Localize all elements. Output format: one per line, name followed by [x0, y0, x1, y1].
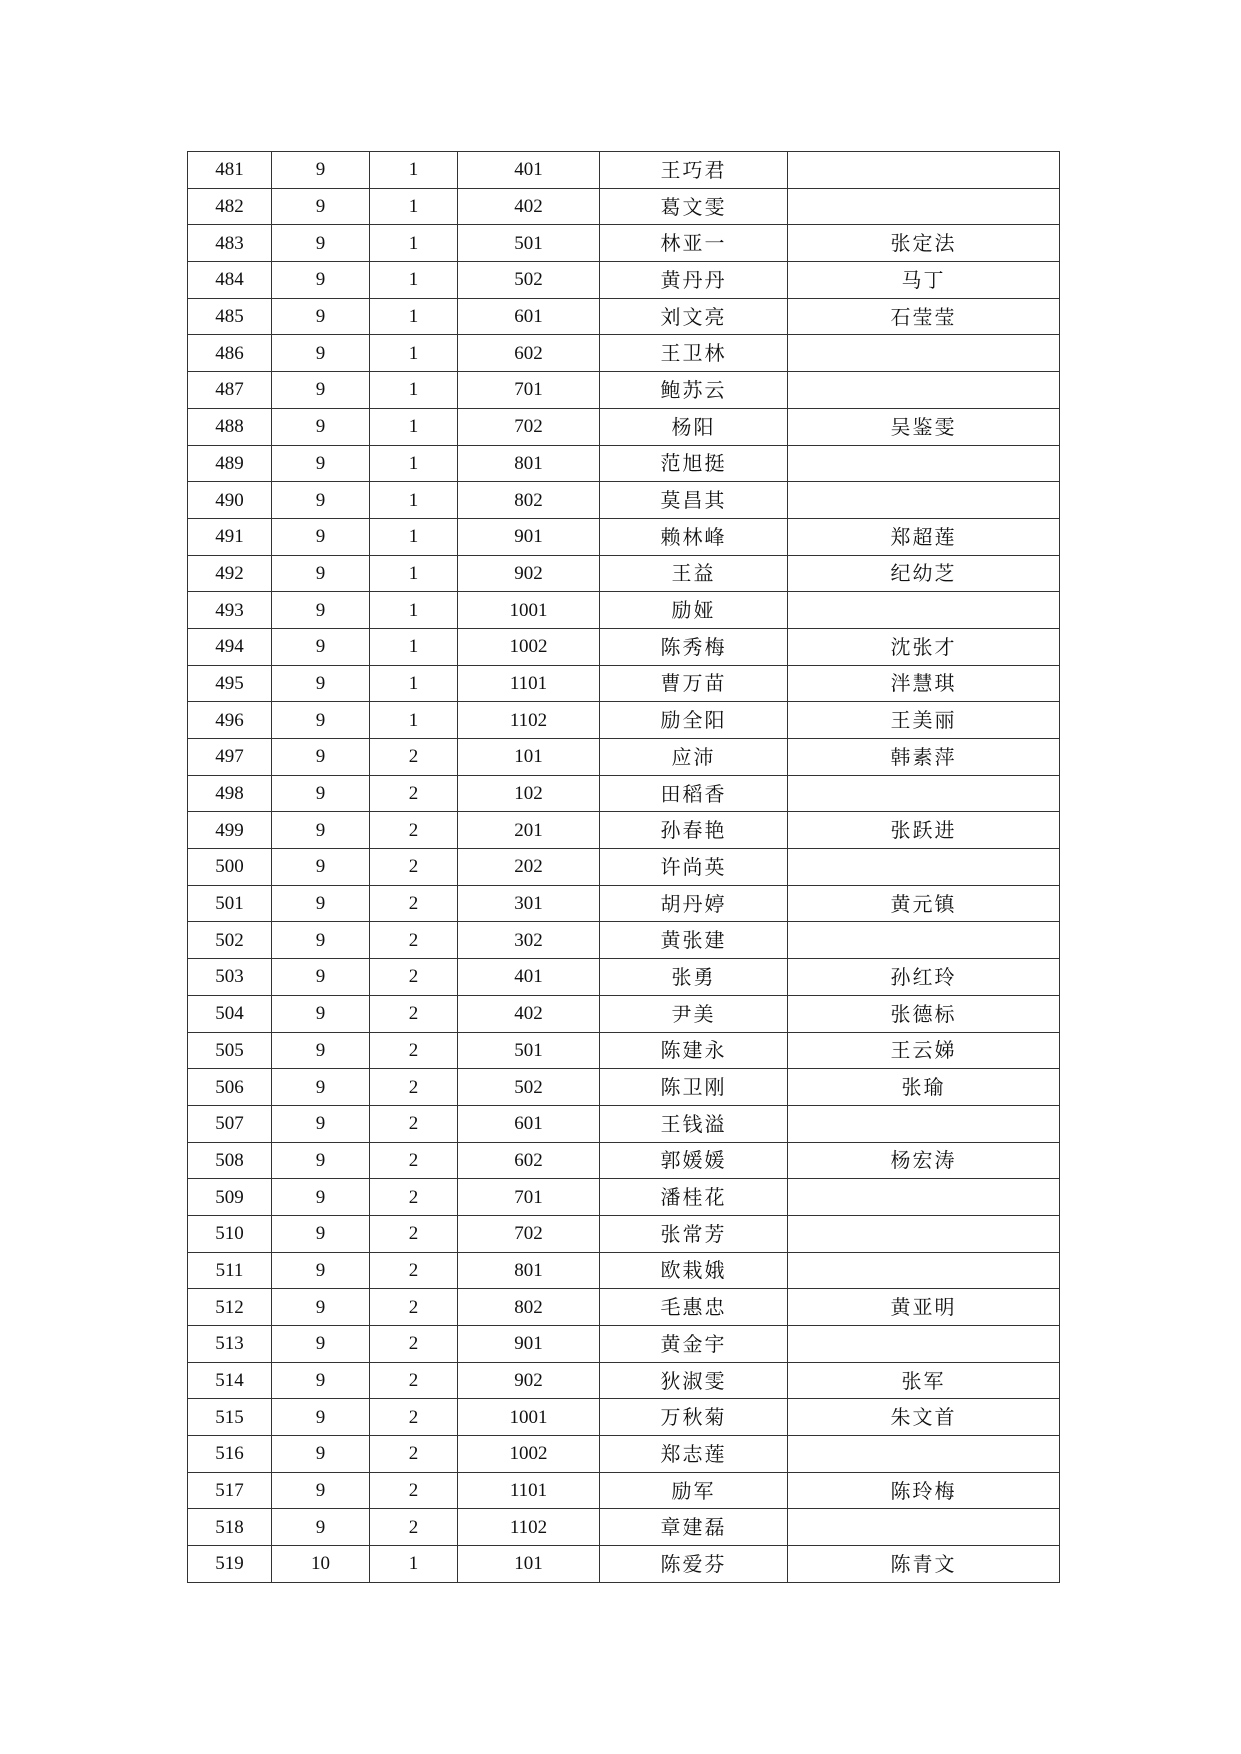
serial-cell: 516	[188, 1436, 272, 1473]
building-cell: 9	[272, 849, 370, 886]
name-cell: 陈爱芬	[600, 1546, 788, 1583]
serial-cell: 499	[188, 812, 272, 849]
building-cell: 9	[272, 1399, 370, 1436]
co-owner-cell: 孙红玲	[788, 959, 1060, 996]
unit-cell: 1	[370, 408, 458, 445]
room-cell: 1001	[458, 1399, 600, 1436]
building-cell: 9	[272, 262, 370, 299]
co-owner-cell: 韩素萍	[788, 739, 1060, 776]
room-cell: 701	[458, 372, 600, 409]
co-owner-cell: 朱文首	[788, 1399, 1060, 1436]
table-row	[188, 482, 1060, 519]
room-cell: 702	[458, 1215, 600, 1252]
building-cell: 9	[272, 1362, 370, 1399]
name-cell: 鲍苏云	[600, 372, 788, 409]
name-cell: 励全阳	[600, 702, 788, 739]
building-cell: 9	[272, 959, 370, 996]
table-row	[188, 225, 1060, 262]
serial-cell: 518	[188, 1509, 272, 1546]
serial-cell: 507	[188, 1105, 272, 1142]
table-row	[188, 335, 1060, 372]
unit-cell: 2	[370, 1032, 458, 1069]
unit-cell: 2	[370, 739, 458, 776]
co-owner-cell: 沈张才	[788, 628, 1060, 665]
room-cell: 1101	[458, 1472, 600, 1509]
room-cell: 902	[458, 1362, 600, 1399]
unit-cell: 1	[370, 225, 458, 262]
room-cell: 702	[458, 408, 600, 445]
co-owner-cell	[788, 1436, 1060, 1473]
serial-cell: 486	[188, 335, 272, 372]
co-owner-cell	[788, 1326, 1060, 1363]
building-cell: 9	[272, 482, 370, 519]
serial-cell: 508	[188, 1142, 272, 1179]
co-owner-cell: 张德标	[788, 995, 1060, 1032]
building-cell: 9	[272, 1142, 370, 1179]
co-owner-cell	[788, 1105, 1060, 1142]
building-cell: 9	[272, 1472, 370, 1509]
co-owner-cell: 黄元镇	[788, 885, 1060, 922]
co-owner-cell	[788, 775, 1060, 812]
table-row	[188, 665, 1060, 702]
name-cell: 杨阳	[600, 408, 788, 445]
unit-cell: 2	[370, 885, 458, 922]
table-row	[188, 775, 1060, 812]
co-owner-cell: 马丁	[788, 262, 1060, 299]
table-row	[188, 555, 1060, 592]
unit-cell: 2	[370, 995, 458, 1032]
table-row	[188, 592, 1060, 629]
name-cell: 赖林峰	[600, 518, 788, 555]
building-cell: 9	[272, 702, 370, 739]
serial-cell: 492	[188, 555, 272, 592]
co-owner-cell: 吴鉴雯	[788, 408, 1060, 445]
room-cell: 502	[458, 1069, 600, 1106]
unit-cell: 1	[370, 445, 458, 482]
serial-cell: 487	[188, 372, 272, 409]
unit-cell: 1	[370, 262, 458, 299]
name-cell: 许尚英	[600, 849, 788, 886]
serial-cell: 513	[188, 1326, 272, 1363]
co-owner-cell: 张军	[788, 1362, 1060, 1399]
co-owner-cell: 王美丽	[788, 702, 1060, 739]
unit-cell: 2	[370, 1289, 458, 1326]
name-cell: 郭媛媛	[600, 1142, 788, 1179]
serial-cell: 488	[188, 408, 272, 445]
unit-cell: 2	[370, 1142, 458, 1179]
room-cell: 201	[458, 812, 600, 849]
unit-cell: 1	[370, 372, 458, 409]
name-cell: 曹万苗	[600, 665, 788, 702]
name-cell: 林亚一	[600, 225, 788, 262]
unit-cell: 2	[370, 849, 458, 886]
co-owner-cell	[788, 482, 1060, 519]
name-cell: 陈秀梅	[600, 628, 788, 665]
room-cell: 1001	[458, 592, 600, 629]
building-cell: 9	[272, 518, 370, 555]
building-cell: 9	[272, 995, 370, 1032]
unit-cell: 1	[370, 152, 458, 189]
serial-cell: 498	[188, 775, 272, 812]
building-cell: 9	[272, 1509, 370, 1546]
building-cell: 9	[272, 739, 370, 776]
room-cell: 502	[458, 262, 600, 299]
room-cell: 601	[458, 1105, 600, 1142]
room-cell: 802	[458, 1289, 600, 1326]
table-row	[188, 849, 1060, 886]
table-row	[188, 372, 1060, 409]
unit-cell: 2	[370, 1472, 458, 1509]
room-cell: 501	[458, 1032, 600, 1069]
table-row	[188, 262, 1060, 299]
unit-cell: 2	[370, 1215, 458, 1252]
co-owner-cell	[788, 922, 1060, 959]
building-cell: 9	[272, 1215, 370, 1252]
unit-cell: 2	[370, 1179, 458, 1216]
unit-cell: 2	[370, 1436, 458, 1473]
co-owner-cell: 张瑜	[788, 1069, 1060, 1106]
table-row	[188, 959, 1060, 996]
serial-cell: 510	[188, 1215, 272, 1252]
building-cell: 9	[272, 335, 370, 372]
unit-cell: 2	[370, 959, 458, 996]
unit-cell: 1	[370, 188, 458, 225]
co-owner-cell	[788, 592, 1060, 629]
name-cell: 毛惠忠	[600, 1289, 788, 1326]
building-cell: 9	[272, 408, 370, 445]
room-cell: 1102	[458, 702, 600, 739]
building-cell: 9	[272, 775, 370, 812]
co-owner-cell: 陈青文	[788, 1546, 1060, 1583]
room-cell: 1102	[458, 1509, 600, 1546]
building-cell: 9	[272, 1326, 370, 1363]
table-row	[188, 1142, 1060, 1179]
serial-cell: 491	[188, 518, 272, 555]
building-cell: 9	[272, 1105, 370, 1142]
building-cell: 9	[272, 885, 370, 922]
room-cell: 401	[458, 959, 600, 996]
table-row	[188, 1362, 1060, 1399]
co-owner-cell: 石莹莹	[788, 298, 1060, 335]
serial-cell: 483	[188, 225, 272, 262]
room-cell: 302	[458, 922, 600, 959]
building-cell: 9	[272, 1252, 370, 1289]
room-cell: 101	[458, 739, 600, 776]
unit-cell: 2	[370, 1252, 458, 1289]
table-row	[188, 1105, 1060, 1142]
name-cell: 孙春艳	[600, 812, 788, 849]
name-cell: 万秋菊	[600, 1399, 788, 1436]
unit-cell: 1	[370, 482, 458, 519]
table-row	[188, 702, 1060, 739]
serial-cell: 502	[188, 922, 272, 959]
unit-cell: 2	[370, 1399, 458, 1436]
name-cell: 陈建永	[600, 1032, 788, 1069]
room-cell: 1002	[458, 628, 600, 665]
unit-cell: 2	[370, 1069, 458, 1106]
serial-cell: 481	[188, 152, 272, 189]
room-cell: 1002	[458, 1436, 600, 1473]
room-cell: 101	[458, 1546, 600, 1583]
co-owner-cell	[788, 849, 1060, 886]
serial-cell: 519	[188, 1546, 272, 1583]
building-cell: 9	[272, 1179, 370, 1216]
co-owner-cell: 张定法	[788, 225, 1060, 262]
name-cell: 黄金宇	[600, 1326, 788, 1363]
serial-cell: 505	[188, 1032, 272, 1069]
co-owner-cell: 陈玲梅	[788, 1472, 1060, 1509]
serial-cell: 511	[188, 1252, 272, 1289]
table-row	[188, 1436, 1060, 1473]
serial-cell: 509	[188, 1179, 272, 1216]
building-cell: 9	[272, 1032, 370, 1069]
room-cell: 802	[458, 482, 600, 519]
table-row	[188, 1472, 1060, 1509]
name-cell: 田稻香	[600, 775, 788, 812]
serial-cell: 482	[188, 188, 272, 225]
room-cell: 402	[458, 188, 600, 225]
unit-cell: 1	[370, 335, 458, 372]
name-cell: 陈卫刚	[600, 1069, 788, 1106]
building-cell: 9	[272, 1069, 370, 1106]
co-owner-cell: 张跃进	[788, 812, 1060, 849]
building-cell: 9	[272, 922, 370, 959]
building-cell: 9	[272, 372, 370, 409]
unit-cell: 2	[370, 812, 458, 849]
table-row	[188, 1289, 1060, 1326]
building-cell: 9	[272, 1436, 370, 1473]
serial-cell: 497	[188, 739, 272, 776]
name-cell: 王益	[600, 555, 788, 592]
building-cell: 9	[272, 152, 370, 189]
room-cell: 602	[458, 1142, 600, 1179]
data-table	[187, 151, 1060, 1583]
serial-cell: 515	[188, 1399, 272, 1436]
table-row	[188, 1326, 1060, 1363]
room-cell: 501	[458, 225, 600, 262]
table-row	[188, 1546, 1060, 1583]
serial-cell: 514	[188, 1362, 272, 1399]
co-owner-cell: 王云娣	[788, 1032, 1060, 1069]
table-row	[188, 739, 1060, 776]
room-cell: 301	[458, 885, 600, 922]
unit-cell: 2	[370, 922, 458, 959]
name-cell: 王卫林	[600, 335, 788, 372]
co-owner-cell	[788, 1509, 1060, 1546]
table-row	[188, 408, 1060, 445]
unit-cell: 2	[370, 1362, 458, 1399]
unit-cell: 2	[370, 1105, 458, 1142]
building-cell: 9	[272, 298, 370, 335]
table-row	[188, 628, 1060, 665]
table-row	[188, 298, 1060, 335]
co-owner-cell	[788, 372, 1060, 409]
table-row	[188, 1032, 1060, 1069]
table-body	[188, 152, 1060, 1583]
unit-cell: 2	[370, 1509, 458, 1546]
unit-cell: 1	[370, 1546, 458, 1583]
serial-cell: 495	[188, 665, 272, 702]
room-cell: 901	[458, 518, 600, 555]
unit-cell: 1	[370, 592, 458, 629]
name-cell: 黄张建	[600, 922, 788, 959]
room-cell: 801	[458, 445, 600, 482]
serial-cell: 490	[188, 482, 272, 519]
name-cell: 刘文亮	[600, 298, 788, 335]
serial-cell: 504	[188, 995, 272, 1032]
name-cell: 励娅	[600, 592, 788, 629]
building-cell: 9	[272, 592, 370, 629]
serial-cell: 484	[188, 262, 272, 299]
serial-cell: 501	[188, 885, 272, 922]
co-owner-cell	[788, 445, 1060, 482]
name-cell: 应沛	[600, 739, 788, 776]
table-row	[188, 188, 1060, 225]
serial-cell: 512	[188, 1289, 272, 1326]
table-row	[188, 1179, 1060, 1216]
serial-cell: 494	[188, 628, 272, 665]
name-cell: 励军	[600, 1472, 788, 1509]
co-owner-cell	[788, 1179, 1060, 1216]
serial-cell: 493	[188, 592, 272, 629]
table-row	[188, 812, 1060, 849]
serial-cell: 500	[188, 849, 272, 886]
serial-cell: 503	[188, 959, 272, 996]
room-cell: 801	[458, 1252, 600, 1289]
unit-cell: 1	[370, 702, 458, 739]
building-cell: 9	[272, 628, 370, 665]
table-row	[188, 1215, 1060, 1252]
table-row	[188, 1252, 1060, 1289]
unit-cell: 2	[370, 1326, 458, 1363]
name-cell: 范旭挺	[600, 445, 788, 482]
unit-cell: 1	[370, 628, 458, 665]
table-row	[188, 152, 1060, 189]
name-cell: 葛文雯	[600, 188, 788, 225]
name-cell: 莫昌其	[600, 482, 788, 519]
co-owner-cell: 郑超莲	[788, 518, 1060, 555]
co-owner-cell: 杨宏涛	[788, 1142, 1060, 1179]
name-cell: 张常芳	[600, 1215, 788, 1252]
building-cell: 9	[272, 555, 370, 592]
unit-cell: 1	[370, 555, 458, 592]
serial-cell: 496	[188, 702, 272, 739]
co-owner-cell	[788, 188, 1060, 225]
table-row	[188, 518, 1060, 555]
name-cell: 潘桂花	[600, 1179, 788, 1216]
room-cell: 401	[458, 152, 600, 189]
room-cell: 1101	[458, 665, 600, 702]
co-owner-cell	[788, 335, 1060, 372]
name-cell: 黄丹丹	[600, 262, 788, 299]
building-cell: 9	[272, 445, 370, 482]
co-owner-cell	[788, 152, 1060, 189]
unit-cell: 2	[370, 775, 458, 812]
unit-cell: 1	[370, 665, 458, 702]
co-owner-cell: 纪幼芝	[788, 555, 1060, 592]
room-cell: 701	[458, 1179, 600, 1216]
table-row	[188, 1069, 1060, 1106]
unit-cell: 1	[370, 518, 458, 555]
co-owner-cell: 泮慧琪	[788, 665, 1060, 702]
room-cell: 601	[458, 298, 600, 335]
building-cell: 9	[272, 188, 370, 225]
room-cell: 202	[458, 849, 600, 886]
serial-cell: 485	[188, 298, 272, 335]
name-cell: 王巧君	[600, 152, 788, 189]
building-cell: 9	[272, 225, 370, 262]
room-cell: 901	[458, 1326, 600, 1363]
name-cell: 郑志莲	[600, 1436, 788, 1473]
table-row	[188, 995, 1060, 1032]
name-cell: 欧栽娥	[600, 1252, 788, 1289]
unit-cell: 1	[370, 298, 458, 335]
building-cell: 9	[272, 665, 370, 702]
building-cell: 9	[272, 1289, 370, 1326]
name-cell: 胡丹婷	[600, 885, 788, 922]
serial-cell: 506	[188, 1069, 272, 1106]
table-row	[188, 885, 1060, 922]
table-row	[188, 1399, 1060, 1436]
name-cell: 张勇	[600, 959, 788, 996]
table-row	[188, 1509, 1060, 1546]
table-row	[188, 445, 1060, 482]
name-cell: 狄淑雯	[600, 1362, 788, 1399]
building-cell: 10	[272, 1546, 370, 1583]
room-cell: 402	[458, 995, 600, 1032]
serial-cell: 517	[188, 1472, 272, 1509]
co-owner-cell	[788, 1252, 1060, 1289]
co-owner-cell: 黄亚明	[788, 1289, 1060, 1326]
room-cell: 602	[458, 335, 600, 372]
name-cell: 尹美	[600, 995, 788, 1032]
name-cell: 王钱溢	[600, 1105, 788, 1142]
room-cell: 902	[458, 555, 600, 592]
room-cell: 102	[458, 775, 600, 812]
name-cell: 章建磊	[600, 1509, 788, 1546]
building-cell: 9	[272, 812, 370, 849]
co-owner-cell	[788, 1215, 1060, 1252]
table-row	[188, 922, 1060, 959]
serial-cell: 489	[188, 445, 272, 482]
